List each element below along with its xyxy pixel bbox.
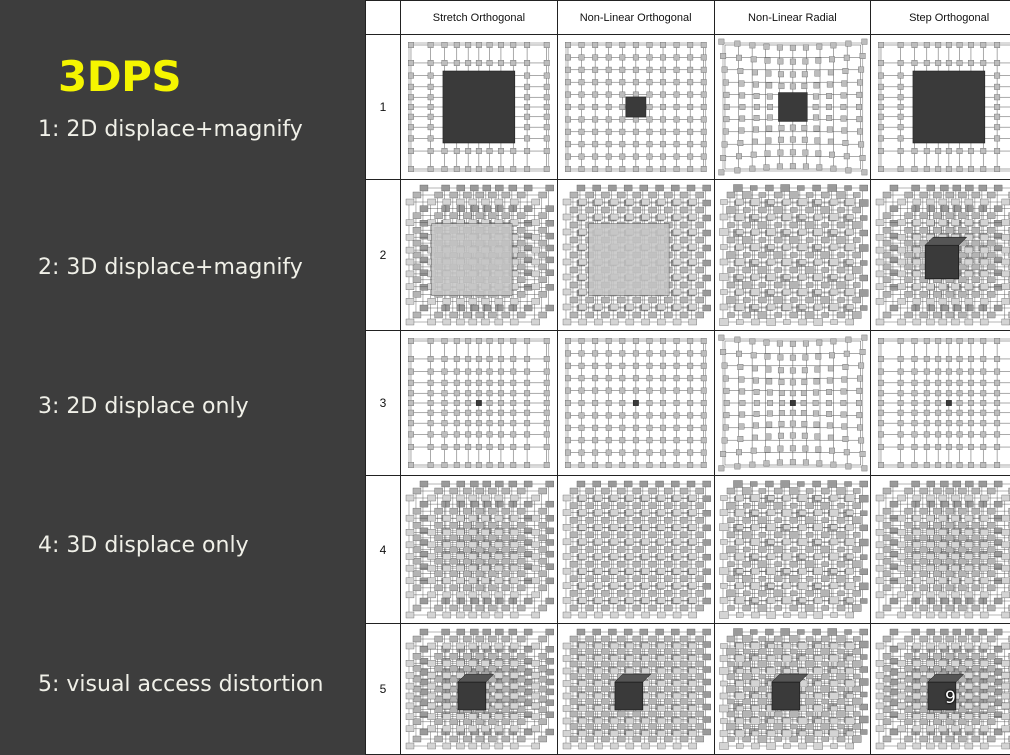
cell-4-1 — [401, 476, 558, 624]
cell-5-1 — [401, 624, 558, 755]
distortion-thumbnail — [871, 180, 1010, 330]
cell-3-3 — [714, 331, 871, 476]
distortion-thumbnail — [401, 331, 557, 475]
list-item-3: 3: 2D displace only — [38, 394, 249, 419]
cell-3-1 — [401, 331, 558, 476]
cell-4-2 — [557, 476, 714, 624]
cell-5-3 — [714, 624, 871, 755]
distortion-thumbnail — [558, 35, 714, 179]
cell-1-1 — [401, 35, 558, 180]
row-header-4: 4 — [366, 476, 401, 624]
cell-2-2 — [557, 180, 714, 331]
distortion-thumbnail — [871, 35, 1010, 179]
distortion-thumbnail — [871, 624, 1010, 754]
comparison-table — [365, 0, 1010, 755]
distortion-thumbnail — [715, 35, 871, 179]
list-item-1: 1: 2D displace+magnify — [38, 117, 303, 142]
column-header-stretch-orthogonal: Stretch Orthogonal — [401, 1, 558, 35]
distortion-thumbnail — [401, 180, 557, 330]
distortion-thumbnail — [715, 180, 871, 330]
cell-2-1 — [401, 180, 558, 331]
cell-3-2 — [557, 331, 714, 476]
distortion-thumbnail — [871, 331, 1010, 475]
cell-4-4 — [871, 476, 1010, 624]
cell-4-3 — [714, 476, 871, 624]
distortion-thumbnail — [715, 331, 871, 475]
figure-panel — [365, 0, 1010, 750]
distortion-thumbnail — [871, 476, 1010, 623]
cell-5-4 — [871, 624, 1010, 755]
cell-2-3 — [714, 180, 871, 331]
cell-1-2 — [557, 35, 714, 180]
column-header-nonlinear-orthogonal: Non-Linear Orthogonal — [557, 1, 714, 35]
distortion-thumbnail — [558, 180, 714, 330]
list-item-5: 5: visual access distortion — [38, 672, 324, 697]
distortion-thumbnail — [401, 624, 557, 754]
cell-1-3 — [714, 35, 871, 180]
page-number: 9 — [945, 688, 956, 708]
cell-2-4 — [871, 180, 1010, 331]
distortion-thumbnail — [558, 476, 714, 623]
row-header-1: 1 — [366, 35, 401, 180]
distortion-thumbnail — [558, 624, 714, 754]
row-header-2: 2 — [366, 180, 401, 331]
slide-title: 3DPS — [58, 52, 182, 101]
row-header-3: 3 — [366, 331, 401, 476]
cell-1-4 — [871, 35, 1010, 180]
slide-left-panel — [0, 0, 365, 750]
row-header-5: 5 — [366, 624, 401, 755]
distortion-thumbnail — [401, 35, 557, 179]
distortion-thumbnail — [401, 476, 557, 623]
list-item-2: 2: 3D displace+magnify — [38, 255, 303, 280]
column-header-step-orthogonal: Step Orthogonal — [871, 1, 1010, 35]
table-corner — [366, 1, 401, 35]
cell-5-2 — [557, 624, 714, 755]
distortion-thumbnail — [558, 331, 714, 475]
cell-3-4 — [871, 331, 1010, 476]
distortion-thumbnail — [715, 476, 871, 623]
column-header-nonlinear-radial: Non-Linear Radial — [714, 1, 871, 35]
distortion-thumbnail — [715, 624, 871, 754]
list-item-4: 4: 3D displace only — [38, 533, 249, 558]
